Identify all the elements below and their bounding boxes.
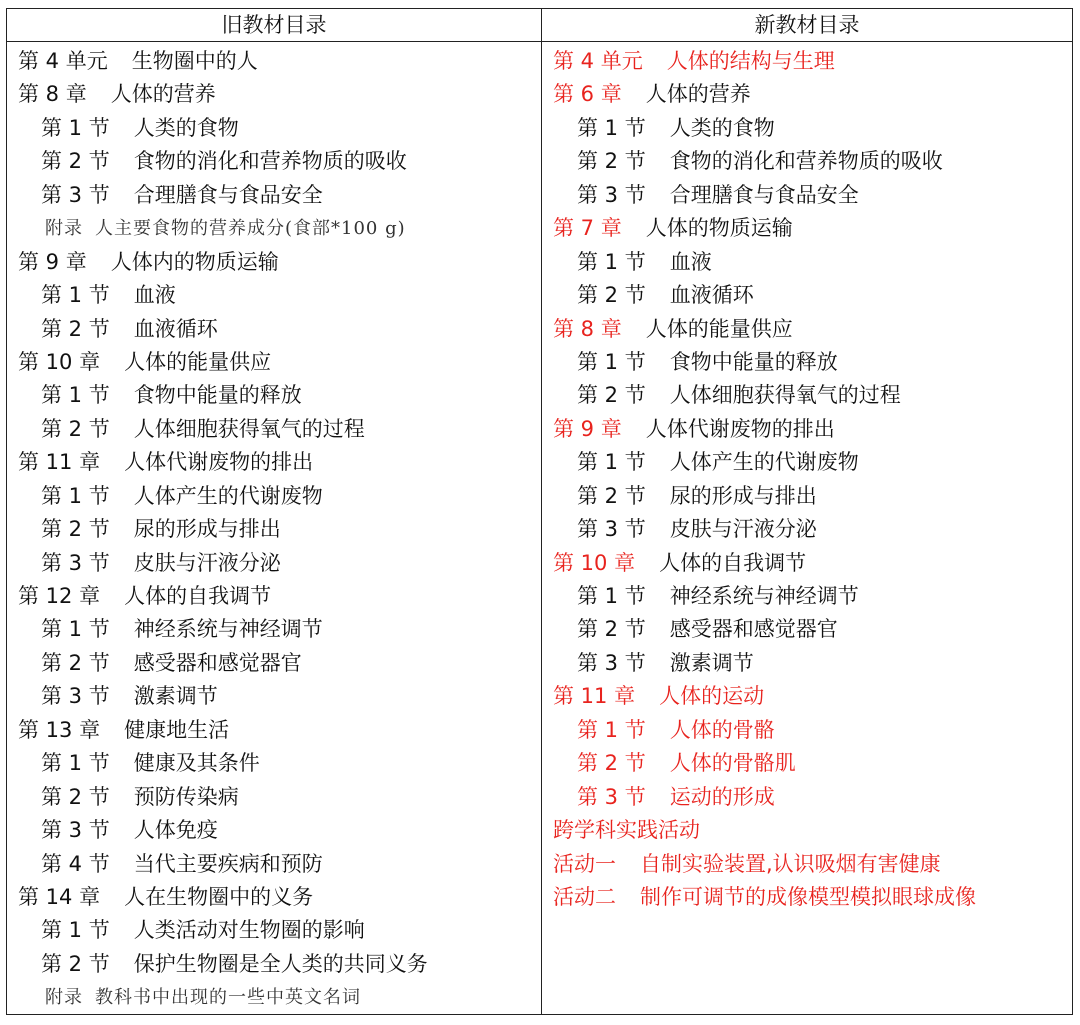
toc-entry-number: 第 2 节 (577, 149, 646, 174)
toc-entry (542, 613, 1072, 646)
toc-entry (7, 379, 540, 412)
toc-entry (542, 580, 1072, 613)
toc-entry (542, 212, 1072, 245)
toc-entry (7, 981, 540, 1014)
toc-entry (7, 948, 540, 981)
toc-entry-number: 第 2 节 (41, 316, 110, 341)
toc-entry-title: 食物中能量的释放 (133, 383, 302, 408)
toc-entry (542, 279, 1072, 312)
toc-entry-title: 人体代谢废物的排出 (124, 450, 314, 475)
toc-entry-title: 人体的骨骼 (669, 717, 775, 742)
toc-entry (7, 446, 540, 479)
toc-entry-number: 第 4 节 (41, 851, 110, 876)
toc-entry-number: 第 2 节 (577, 751, 646, 776)
toc-entry-number: 第 1 节 (41, 283, 110, 308)
toc-entry-number: 第 3 节 (41, 684, 110, 709)
toc-entry-title: 食物的消化和营养物质的吸收 (133, 149, 407, 174)
toc-entry (542, 814, 1072, 847)
toc-entry-title: 制作可调节的成像模型模拟眼球成像 (640, 884, 976, 909)
toc-entry-title: 人体的结构与生理 (666, 49, 835, 73)
toc-entry-number: 第 3 节 (577, 182, 646, 207)
toc-entry-number: 第 10 章 (553, 550, 636, 575)
toc-entry-number: 第 2 节 (41, 149, 110, 174)
new-toc-column (542, 45, 1072, 914)
toc-entry (542, 513, 1072, 546)
toc-entry-number: 第 4 单元 (553, 49, 643, 73)
toc-entry (7, 781, 540, 814)
toc-entry-title: 生物圈中的人 (131, 49, 258, 73)
toc-entry-number: 第 9 章 (18, 249, 87, 274)
toc-entry-title: 健康地生活 (124, 717, 230, 742)
toc-comparison-table (6, 8, 1073, 1015)
toc-entry-number: 第 7 章 (553, 216, 622, 241)
toc-entry-number: 第 2 节 (41, 416, 110, 441)
toc-entry-title: 人体的物质运输 (645, 216, 793, 241)
toc-entry-title: 激素调节 (669, 650, 754, 675)
toc-entry-title: 跨学科实践活动 (553, 818, 700, 843)
toc-entry-number: 第 11 章 (18, 450, 101, 475)
toc-entry-number: 第 3 节 (41, 182, 110, 207)
toc-entry-number: 第 11 章 (553, 684, 636, 709)
toc-entry-number: 第 9 章 (553, 416, 622, 441)
toc-entry-title: 自制实验装置,认识吸烟有害健康 (640, 851, 941, 876)
toc-entry (7, 513, 540, 546)
toc-entry-title: 人体的营养 (110, 82, 216, 107)
toc-entry-title: 激素调节 (133, 684, 218, 709)
toc-entry (7, 179, 540, 212)
toc-entry-title: 预防传染病 (133, 784, 239, 809)
toc-entry (542, 413, 1072, 446)
toc-entry-number: 第 3 节 (577, 517, 646, 542)
toc-entry (7, 714, 540, 747)
toc-entry-title: 食物中能量的释放 (669, 349, 838, 374)
toc-entry-title: 人体的营养 (645, 82, 751, 107)
toc-entry-title: 人体产生的代谢废物 (133, 483, 323, 508)
toc-entry (7, 480, 540, 513)
toc-entry-title: 保护生物圈是全人类的共同义务 (133, 951, 428, 976)
toc-entry (7, 881, 540, 914)
toc-entry (542, 714, 1072, 747)
toc-entry-number: 第 1 节 (577, 584, 646, 608)
toc-entry (542, 112, 1072, 145)
toc-entry-title: 人体的能量供应 (645, 316, 793, 341)
toc-entry-number: 第 1 节 (577, 249, 646, 274)
toc-entry (7, 848, 540, 881)
toc-entry (542, 346, 1072, 379)
toc-entry (542, 480, 1072, 513)
toc-entry-number: 第 3 节 (41, 818, 110, 843)
toc-entry-number: 活动二 (553, 884, 616, 909)
toc-entry-number: 第 2 节 (41, 650, 110, 675)
toc-entry (542, 848, 1072, 881)
toc-entry (7, 145, 540, 178)
toc-entry (7, 580, 540, 613)
toc-entry-number: 第 2 节 (41, 784, 110, 809)
toc-entry-number: 附录 (45, 987, 83, 1009)
toc-entry-title: 人体内的物质运输 (110, 249, 279, 274)
toc-entry-title: 人体的骨骼肌 (669, 751, 796, 776)
toc-entry-title: 人体的能量供应 (124, 349, 272, 374)
toc-entry-title: 人体的运动 (659, 684, 765, 709)
toc-entry (7, 613, 540, 646)
toc-entry-title: 皮肤与汗液分泌 (669, 517, 817, 542)
toc-entry-title: 血液循环 (133, 316, 218, 341)
old-toc-heading: 旧教材目录 (221, 13, 327, 37)
toc-entry (7, 279, 540, 312)
toc-entry (7, 346, 540, 379)
toc-entry-title: 血液 (133, 283, 176, 308)
toc-entry-title: 人体细胞获得氧气的过程 (133, 416, 365, 441)
toc-entry-title: 合理膳食与食品安全 (669, 182, 859, 207)
toc-entry-number: 第 13 章 (18, 717, 101, 742)
toc-entry-title: 合理膳食与食品安全 (133, 182, 323, 207)
toc-entry-number: 第 6 章 (553, 82, 622, 107)
toc-entry (542, 547, 1072, 580)
toc-entry (7, 212, 540, 245)
toc-entry-number: 第 3 节 (41, 550, 110, 575)
toc-entry (7, 45, 540, 78)
toc-entry (542, 781, 1072, 814)
toc-entry-title: 尿的形成与排出 (669, 483, 817, 508)
toc-entry-number: 第 2 节 (577, 283, 646, 308)
toc-entry-title: 人体代谢废物的排出 (645, 416, 835, 441)
toc-entry-number: 第 3 节 (577, 650, 646, 675)
table-header (7, 9, 1072, 42)
toc-entry (542, 313, 1072, 346)
toc-entry-title: 人体的自我调节 (659, 550, 807, 575)
toc-entry-title: 人体产生的代谢废物 (669, 450, 859, 475)
toc-entry-number: 第 2 节 (577, 483, 646, 508)
toc-entry-number: 活动一 (553, 851, 616, 876)
toc-entry-number: 第 1 节 (577, 349, 646, 374)
toc-entry-title: 人主要食物的营养成分(食部*100 g) (95, 218, 406, 240)
toc-entry (7, 246, 540, 279)
toc-entry-number: 第 14 章 (18, 884, 101, 909)
toc-entry (542, 145, 1072, 178)
toc-entry-number: 第 4 单元 (18, 49, 108, 73)
toc-entry (7, 112, 540, 145)
toc-entry (542, 78, 1072, 111)
toc-entry-title: 尿的形成与排出 (133, 517, 281, 542)
toc-entry-number: 第 2 节 (41, 517, 110, 542)
toc-entry-number: 第 3 节 (577, 784, 646, 809)
toc-entry-number: 第 1 节 (577, 115, 646, 140)
toc-entry-title: 感受器和感觉器官 (669, 617, 838, 642)
toc-entry (7, 747, 540, 780)
toc-entry (542, 179, 1072, 212)
toc-entry-title: 神经系统与神经调节 (133, 617, 323, 642)
toc-entry-number: 第 2 节 (41, 951, 110, 976)
toc-entry-number: 第 1 节 (577, 450, 646, 475)
toc-entry (7, 914, 540, 947)
toc-entry (542, 246, 1072, 279)
toc-entry-title: 健康及其条件 (133, 751, 260, 776)
toc-entry (7, 680, 540, 713)
toc-entry-number: 第 8 章 (553, 316, 622, 341)
toc-entry-title: 食物的消化和营养物质的吸收 (669, 149, 943, 174)
toc-entry-title: 人在生物圈中的义务 (124, 884, 314, 909)
toc-entry-title: 人体免疫 (133, 818, 218, 843)
toc-entry (7, 313, 540, 346)
toc-entry-number: 第 2 节 (577, 617, 646, 642)
toc-entry-number: 第 1 节 (577, 717, 646, 742)
toc-entry-title: 人类的食物 (133, 115, 239, 140)
toc-entry-title: 人类的食物 (669, 115, 775, 140)
toc-entry-title: 教科书中出现的一些中英文名词 (95, 987, 361, 1009)
toc-entry-title: 当代主要疾病和预防 (133, 851, 323, 876)
toc-entry-title: 神经系统与神经调节 (669, 584, 859, 608)
toc-entry-number: 附录 (45, 218, 83, 240)
toc-entry (7, 547, 540, 580)
old-toc-column (7, 45, 540, 1015)
toc-entry-title: 运动的形成 (669, 784, 775, 809)
toc-entry-title: 人体细胞获得氧气的过程 (669, 383, 901, 408)
toc-entry-number: 第 1 节 (41, 483, 110, 508)
toc-entry (542, 446, 1072, 479)
toc-entry-number: 第 1 节 (41, 383, 110, 408)
toc-entry-number: 第 8 章 (18, 82, 87, 107)
toc-entry (542, 747, 1072, 780)
toc-entry (7, 647, 540, 680)
toc-entry-number: 第 12 章 (18, 584, 101, 608)
toc-entry (542, 680, 1072, 713)
toc-entry-number: 第 1 节 (41, 115, 110, 140)
toc-entry-title: 血液循环 (669, 283, 754, 308)
toc-entry-number: 第 2 节 (577, 383, 646, 408)
toc-entry (542, 881, 1072, 914)
toc-entry-number: 第 1 节 (41, 617, 110, 642)
toc-entry-title: 人体的自我调节 (124, 584, 272, 608)
toc-entry-title: 人类活动对生物圈的影响 (133, 918, 365, 943)
toc-entry (7, 814, 540, 847)
toc-entry-number: 第 10 章 (18, 349, 101, 374)
toc-entry (542, 647, 1072, 680)
toc-entry (7, 78, 540, 111)
toc-entry-number: 第 1 节 (41, 918, 110, 943)
toc-entry-number: 第 1 节 (41, 751, 110, 776)
toc-entry (7, 413, 540, 446)
toc-entry (542, 45, 1072, 78)
toc-entry-title: 血液 (669, 249, 712, 274)
new-toc-heading: 新教材目录 (754, 13, 860, 37)
toc-entry (542, 379, 1072, 412)
toc-entry-title: 皮肤与汗液分泌 (133, 550, 281, 575)
toc-entry-title: 感受器和感觉器官 (133, 650, 302, 675)
